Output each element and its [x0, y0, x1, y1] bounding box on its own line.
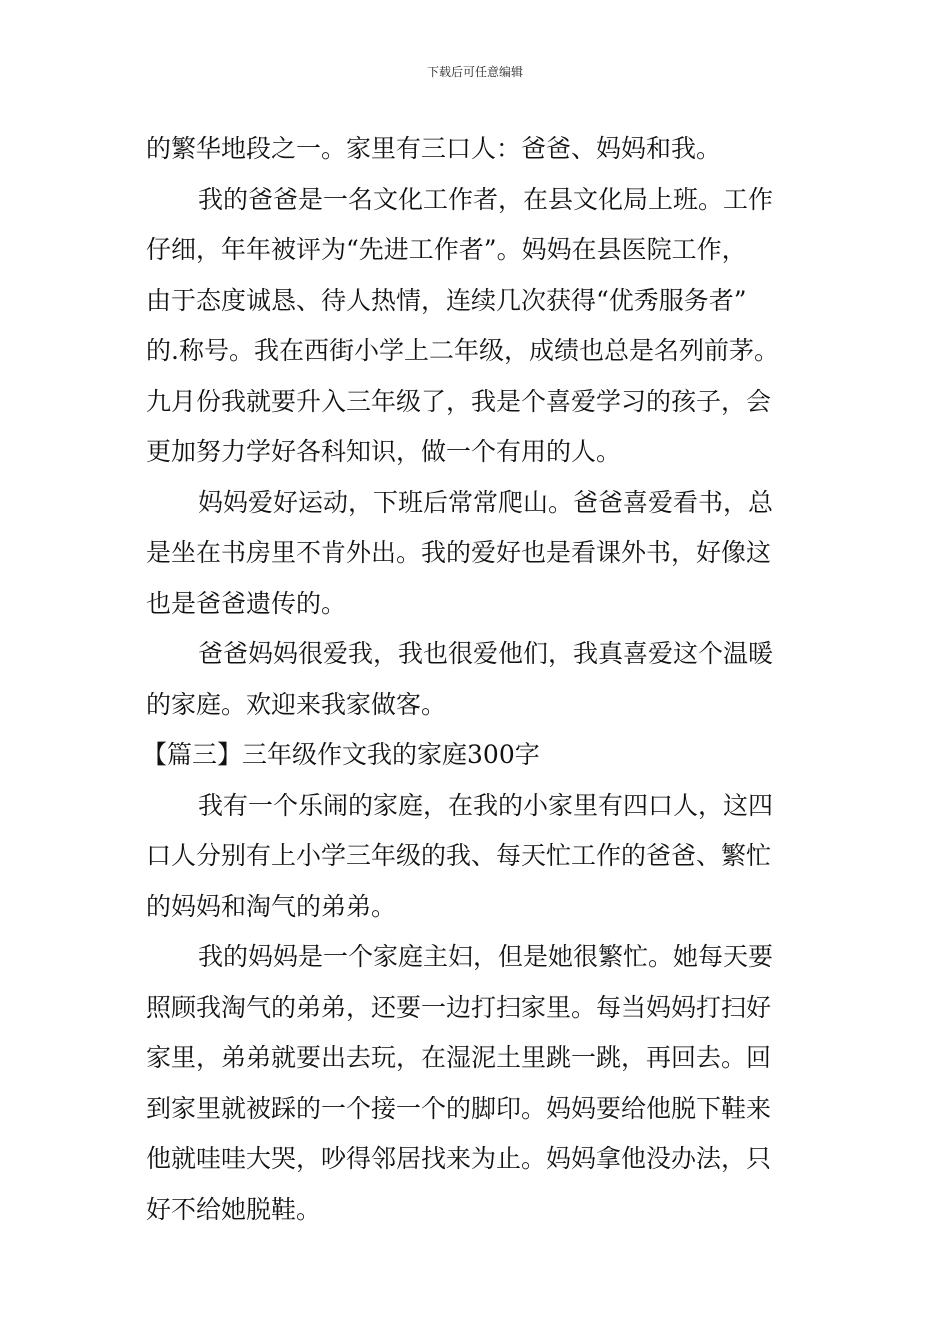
document-body — [142, 124, 810, 1235]
text-line: 口人分别有上小学三年级的我、每天忙工作的爸爸、繁忙 — [146, 841, 772, 870]
text-line: 是坐在书房里不肯外出。我的爱好也是看课外书，好像这 — [146, 538, 772, 567]
text-line: 九月份我就要升入三年级了，我是个喜爱学习的孩子，会 — [146, 386, 772, 416]
text-line: 仔细，年年被评为“先进工作者”。妈妈在县医院工作， — [146, 235, 747, 264]
text-line: 的繁华地段之一。家里有三口人：爸爸、妈妈和我。 — [146, 134, 722, 163]
text-line: 我的爸爸是一名文化工作者，在县文化局上班。工作 — [198, 184, 774, 214]
page-header: 下载后可任意编辑 — [426, 65, 523, 79]
text-line: 由于态度诚恳、待人热情，连续几次获得“优秀服务者” — [146, 285, 747, 315]
text-line: 爸爸妈妈很爱我，我也很爱他们，我真喜爱这个温暖 — [198, 639, 774, 668]
text-line: 他就哇哇大哭，吵得邻居找来为止。妈妈拿他没办法，只 — [146, 1144, 772, 1173]
text-line: 也是爸爸遗传的。 — [146, 588, 347, 618]
text-line: 的妈妈和淘气的弟弟。 — [146, 891, 397, 921]
text-line: 更加努力学好各科知识，做一个有用的人。 — [146, 437, 622, 466]
text-line: 妈妈爱好运动，下班后常常爬山。爸爸喜爱看书，总 — [198, 487, 774, 517]
text-line: 的家庭。欢迎来我家做客。 — [146, 689, 447, 719]
text-line: 照顾我淘气的弟弟，还要一边打扫家里。每当妈妈打扫好 — [146, 992, 772, 1022]
text-line: 家里，弟弟就要出去玩，在湿泥土里跳一跳，再回去。回 — [146, 1043, 772, 1072]
text-line: 我有一个乐闹的家庭，在我的小家里有四口人，这四 — [198, 790, 774, 820]
text-line: 的.称号。我在西街小学上二年级，成绩也总是名列前茅。 — [146, 336, 779, 365]
section-heading: 【篇三】三年级作文我的家庭300字 — [142, 740, 540, 769]
text-line: 好不给她脱鞋。 — [146, 1194, 322, 1224]
text-line: 我的妈妈是一个家庭主妇，但是她很繁忙。她每天要 — [198, 942, 774, 971]
text-line: 到家里就被踩的一个接一个的脚印。妈妈要给他脱下鞋来 — [146, 1093, 772, 1123]
